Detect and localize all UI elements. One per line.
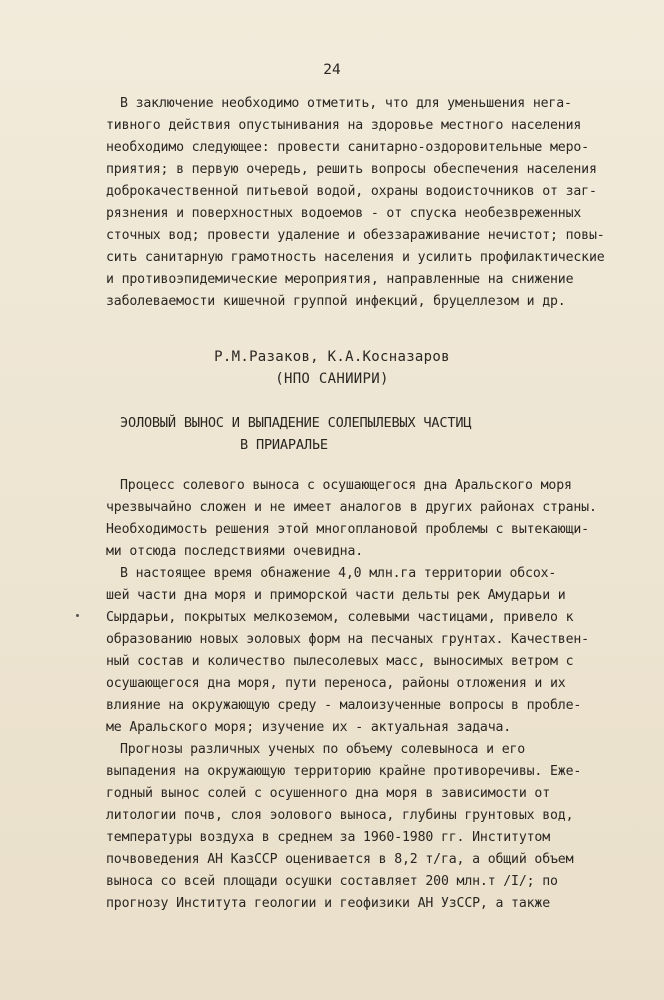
- text-line: выпадения на окружающую территорию крайне противоречивы. Еже-: [106, 764, 582, 779]
- text-line: выноса со всей площади осушки составляет 200 млн.т /I/; по: [106, 874, 558, 889]
- text-line: ный состав и количество пылесолевых масс, выносимых ветром с: [106, 654, 574, 669]
- text-line: ми отсюда последствиями очевидна.: [106, 544, 364, 559]
- article-title: ЭОЛОВЫЙ ВЫНОС И ВЫПАДЕНИЕ СОЛЕПЫЛЕВЫХ ЧАСТИЦ: [120, 415, 472, 431]
- text-line: Прогнозы различных ученых по объему солевыноса и его: [120, 742, 526, 757]
- text-line: почвоведения АН КазССР оценивается в 8,2 т/га, а общий объем: [106, 852, 574, 867]
- text-line: ме Аральского моря; изучение их - актуальная задача.: [106, 720, 512, 735]
- authors: Р.М.Разаков, К.А.Косназаров: [214, 349, 450, 365]
- margin-speck: [76, 614, 79, 617]
- text-line: приятия; в первую очередь, решить вопросы обеспечения населения: [106, 162, 597, 177]
- text-line: влияние на окружающую среду - малоизученные вопросы в пробле-: [106, 698, 582, 713]
- text-line: прогнозу Института геологии и геофизики АН УзССР, а также: [106, 896, 551, 911]
- text-line: В настоящее время обнажение 4,0 млн.га территории обсох-: [120, 566, 557, 581]
- text-line: необходимо следующее: провести санитарно-оздоровительные меро-: [106, 140, 589, 155]
- text-line: доброкачественной питьевой водой, охраны водоисточников от заг-: [106, 184, 597, 199]
- text-line: годный вынос солей с осушенного дна моря в зависимости от: [106, 786, 551, 801]
- text-line: Сырдарьи, покрытых мелкоземом, солевыми частицами, привело к: [106, 610, 574, 625]
- text-line: сить санитарную грамотность населения и усилить профилактические: [106, 250, 605, 265]
- text-line: шей части дна моря и приморской части дельты рек Амударьи и: [106, 588, 566, 603]
- text-line: сточных вод; провести удаление и обеззараживание нечистот; повы-: [106, 228, 605, 243]
- text-line: тивного действия опустынивания на здоровье местного населения: [106, 118, 582, 133]
- text-line: рязнения и поверхностных водоемов - от спуска необезвреженных: [106, 206, 582, 221]
- text-line: образованию новых эоловых форм на песчаных грунтах. Качествен-: [106, 632, 589, 647]
- affiliation: (НПО САНИИРИ): [275, 371, 389, 387]
- text-line: заболеваемости кишечной группой инфекций, бруцеллезом и др.: [106, 294, 566, 309]
- text-line: температуры воздуха в среднем за 1960-1980 гг. Институтом: [106, 830, 551, 845]
- text-line: В заключение необходимо отметить, что для уменьшения нега-: [120, 96, 572, 111]
- article-title-line-2: В ПРИАРАЛЬЕ: [240, 437, 328, 453]
- text-line: Процесс солевого выноса с осушающегося дна Аральского моря: [120, 478, 572, 493]
- text-line: Необходимость решения этой многоплановой проблемы с вытекающи-: [106, 522, 589, 537]
- text-line: осушающегося дна моря, пути переноса, районы отложения и их: [106, 676, 566, 691]
- page-number: 24: [323, 62, 341, 78]
- text-line: чрезвычайно сложен и не имеет аналогов в других районах страны.: [106, 500, 597, 515]
- text-line: литологии почв, слоя эолового выноса, глубины грунтовых вод,: [106, 808, 574, 823]
- text-line: и противоэпидемические мероприятия, направленные на снижение: [106, 272, 574, 287]
